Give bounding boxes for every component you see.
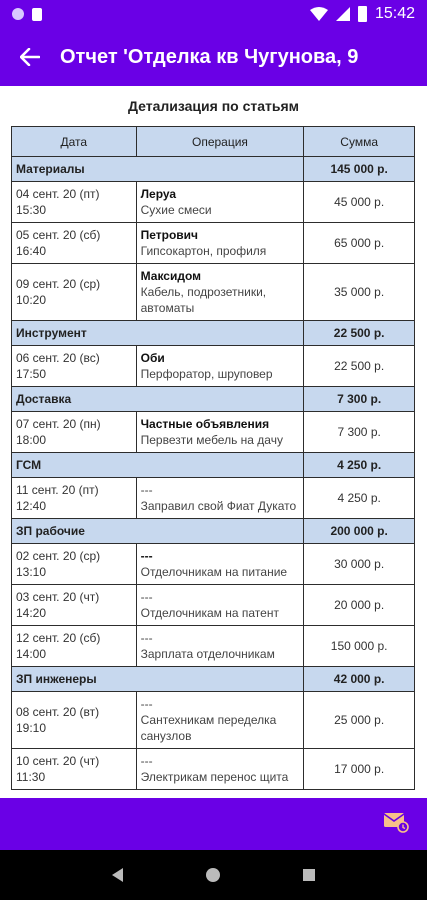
mail-icon xyxy=(383,811,409,833)
category-row xyxy=(12,157,415,182)
table-row[interactable] xyxy=(12,626,415,667)
row-operation: Частные объявления Первезти мебель на дачу xyxy=(136,412,304,453)
category-name: Инструмент xyxy=(12,321,304,346)
row-sum: 17 000 р. xyxy=(304,749,415,790)
status-time: 15:42 xyxy=(374,5,415,22)
row-operation: Оби Перфоратор, шруповер xyxy=(136,346,304,387)
row-date: 09 сент. 20 (ср) 10:20 xyxy=(12,264,137,321)
table-header-row xyxy=(12,127,415,157)
back-button[interactable] xyxy=(0,28,60,86)
category-row xyxy=(12,453,415,478)
row-operation: --- Сантехникам переделка санузлов xyxy=(136,692,304,749)
row-sum: 22 500 р. xyxy=(304,346,415,387)
table-row[interactable] xyxy=(12,264,415,321)
category-total: 200 000 р. xyxy=(304,519,415,544)
row-date: 04 сент. 20 (пт) 15:30 xyxy=(12,182,137,223)
row-sum: 4 250 р. xyxy=(304,478,415,519)
row-sum: 25 000 р. xyxy=(304,692,415,749)
report-content[interactable] xyxy=(0,86,427,798)
table-row[interactable] xyxy=(12,544,415,585)
row-date: 12 сент. 20 (сб) 14:00 xyxy=(12,626,137,667)
category-name: ГСМ xyxy=(12,453,304,478)
row-date: 03 сент. 20 (чт) 14:20 xyxy=(12,585,137,626)
row-sum: 65 000 р. xyxy=(304,223,415,264)
arrow-left-icon xyxy=(20,48,40,66)
table-row[interactable] xyxy=(12,585,415,626)
category-name: Материалы xyxy=(12,157,304,182)
notification-dot-icon xyxy=(12,8,24,20)
row-sum: 35 000 р. xyxy=(304,264,415,321)
column-header-operation: Операция xyxy=(136,127,304,157)
wifi-icon xyxy=(310,7,328,21)
table-row[interactable] xyxy=(12,182,415,223)
send-mail-button[interactable] xyxy=(383,811,409,833)
system-nav-bar xyxy=(0,850,427,900)
report-heading: Детализация по статьям xyxy=(127,98,300,114)
signal-icon xyxy=(336,7,350,21)
row-date: 10 сент. 20 (чт) 11:30 xyxy=(12,749,137,790)
row-operation: --- Заправил свой Фиат Дукато xyxy=(136,478,304,519)
bottom-bar xyxy=(0,798,427,850)
row-date: 08 сент. 20 (вт) 19:10 xyxy=(12,692,137,749)
nav-recent-apps-icon[interactable] xyxy=(303,869,315,881)
row-operation: Леруа Сухие смеси xyxy=(136,182,304,223)
sd-card-icon xyxy=(32,8,42,21)
table-row[interactable] xyxy=(12,692,415,749)
row-date: 05 сент. 20 (сб) 16:40 xyxy=(12,223,137,264)
row-operation: Петрович Гипсокартон, профиля xyxy=(136,223,304,264)
category-name: ЗП рабочие xyxy=(12,519,304,544)
nav-home-icon[interactable] xyxy=(206,868,220,882)
category-row xyxy=(12,321,415,346)
row-operation: --- Отделочникам на патент xyxy=(136,585,304,626)
category-row xyxy=(12,387,415,412)
row-date: 06 сент. 20 (вс) 17:50 xyxy=(12,346,137,387)
table-row[interactable] xyxy=(12,412,415,453)
category-name: ЗП инженеры xyxy=(12,667,304,692)
row-date: 07 сент. 20 (пн) 18:00 xyxy=(12,412,137,453)
column-header-date: Дата xyxy=(12,127,137,157)
status-bar xyxy=(0,0,427,28)
category-total: 22 500 р. xyxy=(304,321,415,346)
row-sum: 20 000 р. xyxy=(304,585,415,626)
app-bar xyxy=(0,28,427,86)
category-total: 42 000 р. xyxy=(304,667,415,692)
table-row[interactable] xyxy=(12,346,415,387)
battery-icon xyxy=(358,6,367,22)
category-total: 4 250 р. xyxy=(304,453,415,478)
category-total: 7 300 р. xyxy=(304,387,415,412)
category-row xyxy=(12,519,415,544)
row-operation: --- Зарплата отделочникам xyxy=(136,626,304,667)
table-row[interactable] xyxy=(12,223,415,264)
category-name: Доставка xyxy=(12,387,304,412)
column-header-sum: Сумма xyxy=(304,127,415,157)
table-row[interactable] xyxy=(12,478,415,519)
row-operation: --- Электрикам перенос щита xyxy=(136,749,304,790)
table-row[interactable] xyxy=(12,749,415,790)
nav-back-icon[interactable] xyxy=(112,868,123,882)
row-operation: --- Отделочникам на питание xyxy=(136,544,304,585)
row-sum: 150 000 р. xyxy=(304,626,415,667)
report-table xyxy=(11,126,415,790)
row-date: 11 сент. 20 (пт) 12:40 xyxy=(12,478,137,519)
category-total: 145 000 р. xyxy=(304,157,415,182)
row-sum: 7 300 р. xyxy=(304,412,415,453)
row-sum: 30 000 р. xyxy=(304,544,415,585)
row-date: 02 сент. 20 (ср) 13:10 xyxy=(12,544,137,585)
row-operation: Максидом Кабель, подрозетники, автоматы xyxy=(136,264,304,321)
category-row xyxy=(12,667,415,692)
page-title: Отчет 'Отделка кв Чугунова, 9 xyxy=(60,45,359,68)
row-sum: 45 000 р. xyxy=(304,182,415,223)
